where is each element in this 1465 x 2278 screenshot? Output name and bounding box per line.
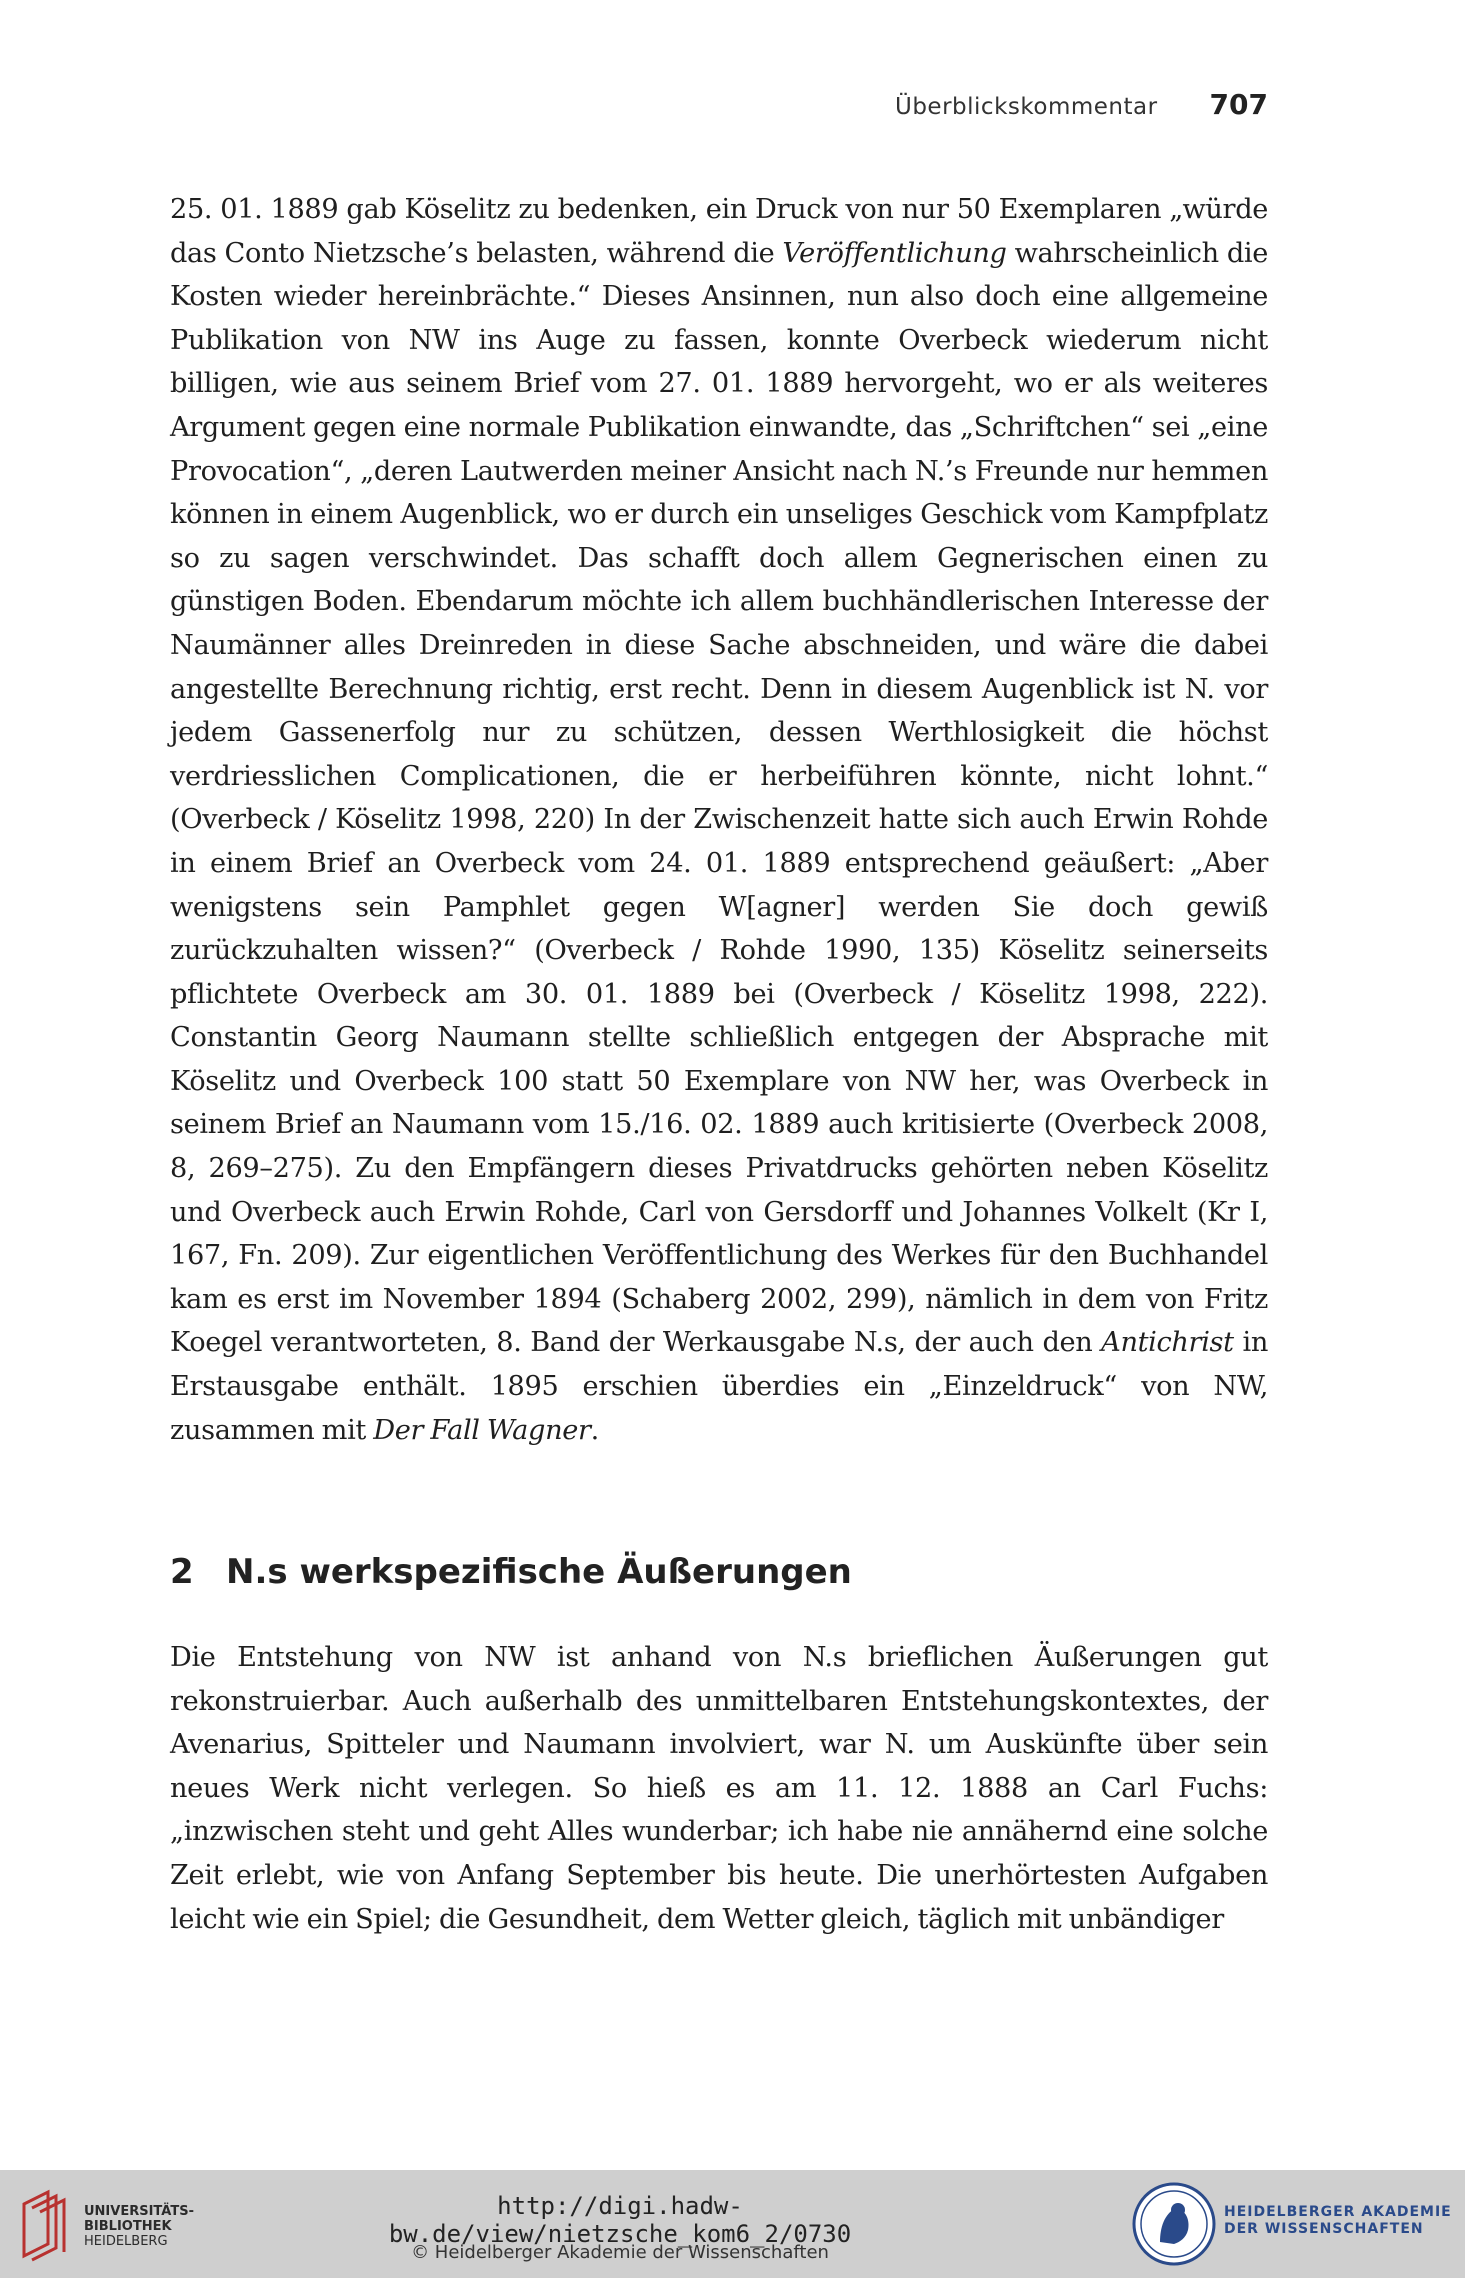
text-run: 25. 01. 1889 gab Köselitz zu bedenken, ein Druck von nur 50 Exemplaren „würde das Conto Nietzsche’s belasten, während die — [170, 194, 1268, 269]
running-head-title: Überblickskommentar — [895, 94, 1158, 120]
source-url-link[interactable]: http://digi.hadw-bw.de/view/nietzsche_kom6_2/0730 — [388, 2192, 852, 2248]
italic-title-antichrist: Antichrist — [1101, 1327, 1234, 1359]
library-name-line: HEIDELBERG — [84, 2234, 168, 2249]
section-title: N.s werkspezifische Äußerungen — [226, 1552, 852, 1592]
italic-title-der-fall-wagner: Der Fall Wagner — [373, 1414, 591, 1446]
copyright-notice: © Heidelberger Akademie der Wissenschaften — [411, 2242, 829, 2263]
digitization-footer — [0, 2170, 1465, 2278]
section-heading — [170, 1552, 1268, 1592]
page-number: 707 — [1209, 88, 1268, 121]
university-library-name — [84, 2204, 194, 2249]
library-name-line: BIBLIOTHEK — [84, 2219, 172, 2234]
text-run: in Erstausgabe enthält. 1895 erschien überdies ein „Einzeldruck“ von NW, zusammen mit — [170, 1327, 1268, 1446]
running-head — [170, 88, 1268, 121]
text-run: . — [590, 1414, 599, 1446]
academy-seal-icon — [1130, 2180, 1218, 2268]
academy-name-line: HEIDELBERGER AKADEMIE — [1224, 2204, 1452, 2220]
italic-term-veroeffentlichung: Veröffentlichung — [782, 237, 1007, 269]
library-name-line: UNIVERSITÄTS- — [84, 2204, 194, 2219]
text-run: wahrscheinlich die Kosten wieder hereinbrächte.“ Dieses Ansinnen, nun also doch eine allgemeine Publikation von NW ins Auge zu fassen, konnte Overbeck wiederum nicht billigen, wie aus seinem Brief vom 27. 01. 1889 hervorgeht, wo er als weiteres Argument gegen eine normale Publikation einwandte, das „Schriftchen“ sei „eine Provocation“, „deren Lautwerden meiner Ansicht nach N.’s Freunde nur hemmen können in einem Augenblick, wo er durch ein unseliges Geschick vom Kampfplatz so zu sagen verschwindet. Das schafft doch allem Gegnerischen einen zu günstigen Boden. Ebendarum möchte ich allem buchhändlerischen Interesse der Naumänner alles Dreinreden in diese Sache abschneiden, und wäre die dabei angestellte Berechnung richtig, erst recht. Denn in diesem Augenblick ist N. vor jedem Gassenerfolg nur zu schützen, dessen Werthlosigkeit die höchst verdriesslichen Complicationen, die er herbeiführen könnte, nicht lohnt.“ (Overbeck / Köselitz 1998, 220) In der Zwischenzeit hatte sich auch Erwin Rohde in einem Brief an Overbeck vom 24. 01. 1889 entsprechend geäußert: „Aber wenigstens sein Pamphlet gegen W[agner] werden Sie doch gewiß zurückzuhalten wissen?“ (Overbeck / Rohde 1990, 135) Köselitz seinerseits pflichtete Overbeck am 30. 01. 1889 bei (Overbeck / Köselitz 1998, 222). Constantin Georg Naumann stellte schließlich entgegen der Absprache mit Köselitz und Overbeck 100 statt 50 Exemplare von NW her, was Overbeck in seinem Brief an Naumann vom 15./16. 02. 1889 auch kritisierte (Overbeck 2008, 8, 269–275). Zu den Empfängern dieses Privatdrucks gehörten neben Köselitz und Overbeck auch Erwin Rohde, Carl von Gersdorff und Johannes Volkelt (Kr I, 167, Fn. 209). Zur eigentlichen Veröffentlichung des Werkes für den Buchhandel kam es erst im November 1894 (Schaberg 2002, 299), nämlich in dem von Fritz Koegel verantworteten, 8. Band der Werkausgabe N.s, der auch den — [170, 237, 1268, 1359]
body-paragraph-2 — [170, 1636, 1268, 1941]
academy-name-line: DER WISSENSCHAFTEN — [1224, 2221, 1424, 2237]
academy-name — [1224, 2204, 1452, 2238]
paragraph-text: Die Entstehung von NW ist anhand von N.s brieflichen Äußerungen gut rekonstruierbar. Auch außerhalb des unmittelbaren Entstehungskontextes, der Avenarius, Spitteler und Naumann involviert, war N. um Auskünfte über sein neues Werk nicht verlegen. So hieß es am 11. 12. 1888 an Carl Fuchs: „inzwischen steht und geht Alles wunderbar; ich habe nie annähernd eine solche Zeit erlebt, wie von Anfang September bis heute. Die unerhörtesten Aufgaben leicht wie ein Spiel; die Gesundheit, dem Wetter gleich, täglich mit unbändiger — [170, 1642, 1268, 1935]
body-paragraph-1 — [170, 188, 1268, 1452]
university-library-logo-icon — [18, 2184, 78, 2262]
paragraph-text — [170, 188, 1268, 1452]
section-number: 2 — [170, 1552, 194, 1592]
